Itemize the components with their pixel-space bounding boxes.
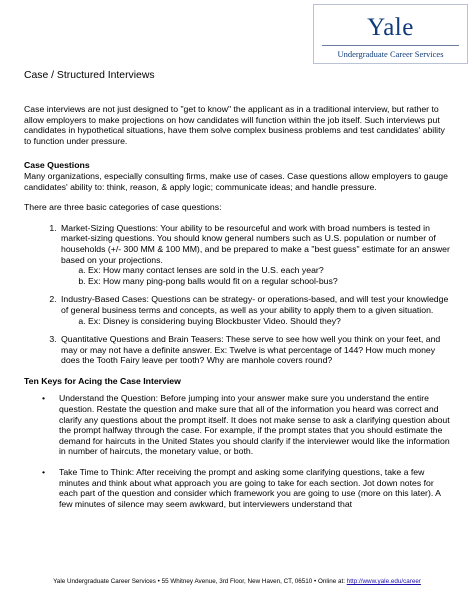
document-body <box>24 70 454 519</box>
example-item: a. Ex: How many contact lenses are sold in the U.S. each year? <box>88 265 454 276</box>
list-item <box>42 467 454 509</box>
category-text: Industry-Based Cases: Questions can be strategy- or operations-based, and will test your knowledge of general business terms and concepts, as well as your ability to apply them to a given situation. <box>61 294 449 315</box>
ten-keys-list <box>24 393 454 509</box>
page-footer <box>0 578 474 586</box>
key-text: Take Time to Think: After receiving the prompt and asking some clarifying questions, take a few minutes and think about what approach you are going to take for each section. Jot down notes for each part of the question and consider which framework you are going to use (more on this later). A few minutes of silence may seem awkward, but interviewers understand that <box>59 467 441 509</box>
list-item <box>42 393 454 457</box>
example-item: a. Ex: Disney is considering buying Blockbuster Video. Should they? <box>88 316 454 327</box>
footer-address: Yale Undergraduate Career Services • 55 Whitney Avenue, 3rd Floor, New Haven, CT, 06510 • Online at: <box>53 578 347 585</box>
category-text: Market-Sizing Questions: Your ability to be resourceful and work with broad numbers is tested in market-sizing questions. You should know general numbers such as U.S. population or number of households (+/- 300 MM & 100 MM), and be prepared to make a "best guess" estimate for an answer based on your projections. <box>61 222 450 265</box>
list-item <box>59 334 454 366</box>
list-item <box>59 294 454 326</box>
key-text: Understand the Question: Before jumping into your answer make sure you understand the entire question. Restate the question and make sure that all of the information you heard was correct and clarify any questions about the prompt itself. It does not make sense to ask a clarifying question about the prompt halfway through the case. For example, if the prompt states that you should estimate the demand for haircuts in the United States you should clarify if the interviewer would like the information in number of haircuts, the monetary value, or both. <box>59 393 450 457</box>
yale-logo <box>313 4 468 64</box>
list-item <box>59 223 454 287</box>
case-questions-body: Many organizations, especially consulting firms, make use of cases. Case questions allow employers to gauge candidates' ability to: think, reason, & apply logic; communicate ideas; and handle pressure. <box>24 170 448 192</box>
bullet-icon: • <box>42 393 46 404</box>
ten-keys-heading: Ten Keys for Acing the Case Interview <box>24 375 181 386</box>
example-list <box>61 265 454 286</box>
logo-wordmark: Yale <box>367 14 414 41</box>
page-title: Case / Structured Interviews <box>24 70 155 81</box>
logo-subtitle: Undergraduate Career Services <box>337 49 444 59</box>
case-questions-heading: Case Questions <box>24 160 90 171</box>
bullet-icon: • <box>42 467 46 478</box>
example-list <box>61 316 454 327</box>
footer-link[interactable]: http://www.yale.edu/career <box>346 578 421 585</box>
categories-intro: There are three basic categories of case questions: <box>24 202 222 213</box>
intro-paragraph: Case interviews are not just designed to "get to know" the applicant as in a traditional interview, but rather to allow employers to make projections on how candidates will function within the job itself. Such interviews put candidates in hypothetical situations, have them solve complex business problems and test candidates' ability to function under pressure. <box>24 104 445 146</box>
category-list <box>24 223 454 366</box>
logo-divider <box>322 45 459 46</box>
category-text: Quantitative Questions and Brain Teasers: These serve to see how well you think on your feet, and may or may not have a definite answer. Ex: Twelve is what percentage of 144? How much money does the Tooth Fairy leave per tooth? Why are manhole covers round? <box>61 334 441 366</box>
example-item: b. Ex: How many ping-pong balls would fit on a regular school-bus? <box>88 276 454 287</box>
